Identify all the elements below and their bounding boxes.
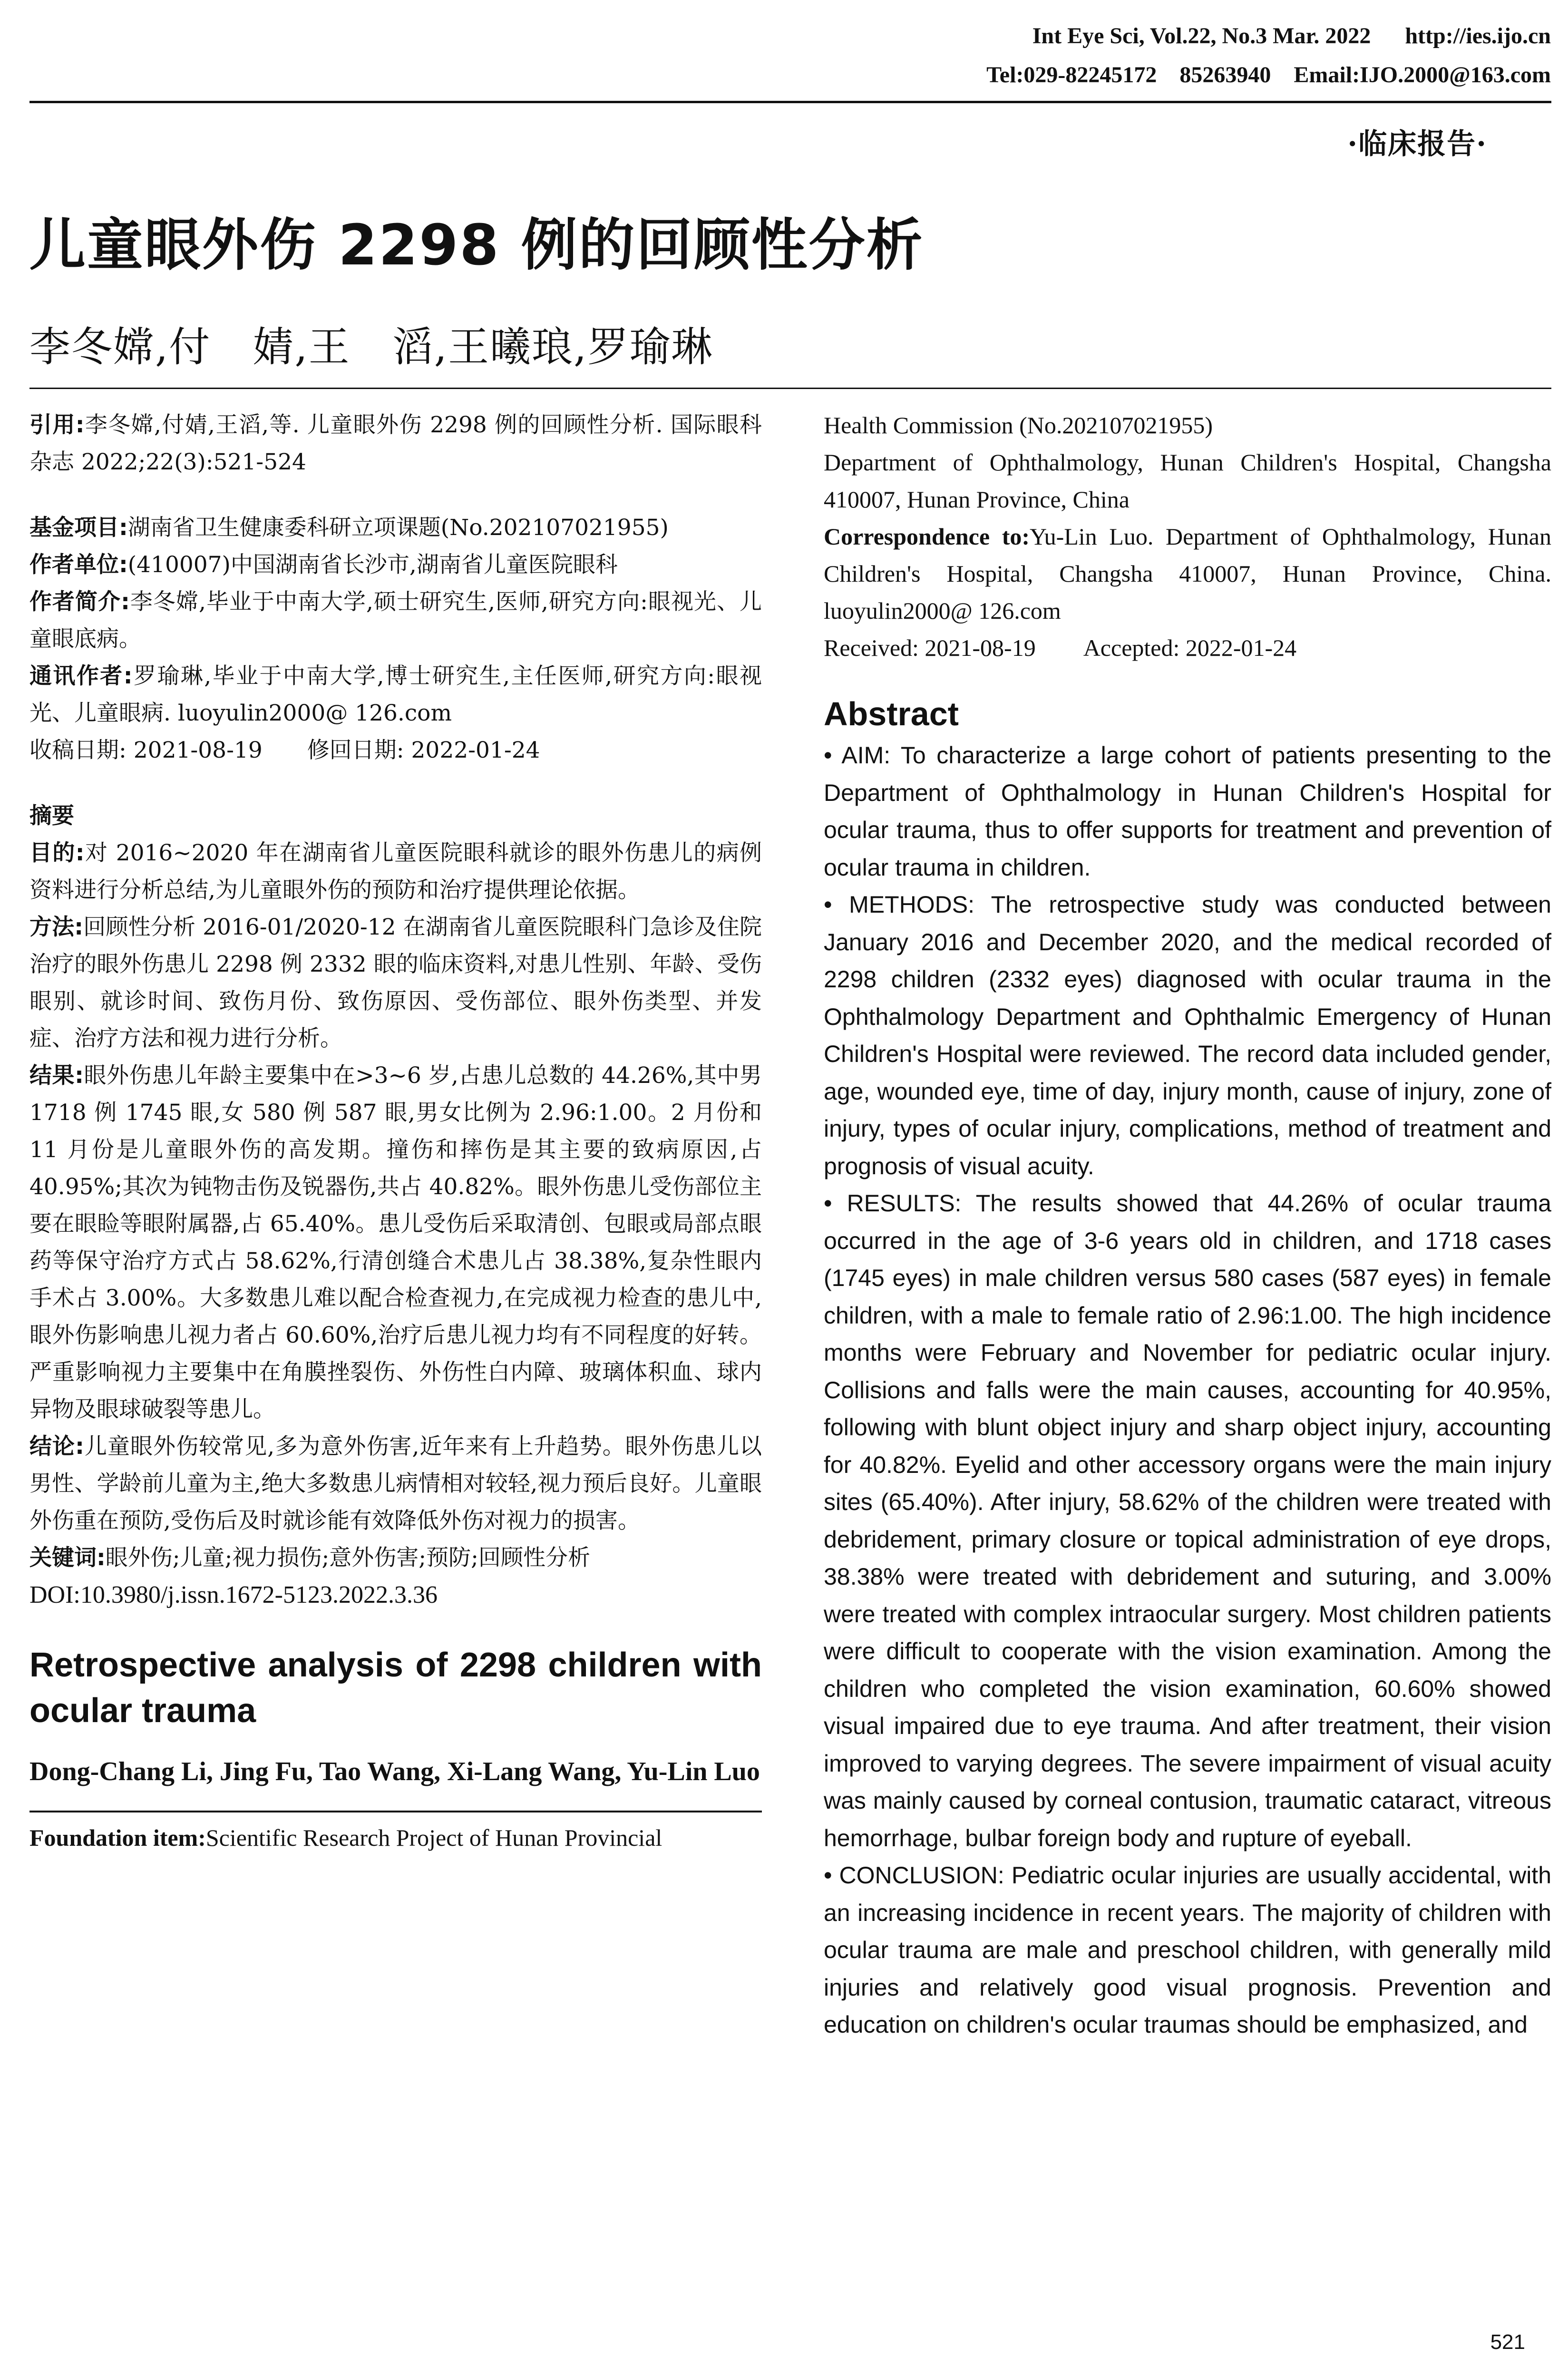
page-number: 521	[1490, 2330, 1525, 2354]
abstract-heading-en: Abstract	[824, 695, 959, 732]
author-bio	[29, 584, 762, 658]
bio-label: 作者简介:	[29, 589, 130, 615]
right-column	[824, 407, 1551, 2044]
section-tag: ·临床报告·	[1347, 127, 1487, 161]
citation-text: 李冬嫦,付婧,王滔,等. 儿童眼外伤 2298 例的回顾性分析. 国际眼科杂志 2022;22(3):521-524	[29, 412, 762, 475]
results-text: 眼外伤患儿年龄主要集中在>3~6 岁,占患儿总数的 44.26%,其中男 1718 例 1745 眼,女 580 例 587 眼,男女比例为 2.96:1.00。2 月份和 11 月份是儿童眼外伤的高发期。撞伤和摔伤是其主要的致病原因,占 40.95%;其次为钝物击伤及锐器伤,共占 40.82%。眼外伤患儿受伤部位主要在眼睑等眼附属器,占 65.40%。患儿受伤后采取清创、包眼或局部点眼药等保守治疗方式占 58.62%,行清创缝合术患儿占 38.38%,复杂性眼内手术占 3.00%。大多数患儿难以配合检查视力,在完成视力检查的患儿中,眼外伤影响患儿视力者占 60.60%,治疗后患儿视力均有不同程度的好转。严重影响视力主要集中在角膜挫裂伤、外伤性白内障、玻璃体积血、球内异物及眼球破裂等患儿。	[29, 1062, 762, 1422]
results-en: • RESULTS: The results showed that 44.26% of ocular trauma occurred in the age of 3-6 years old in children, and 1718 cases (1745 eyes) in male children versus 580 cases (587 eyes) in female children, with a male to female ratio of 2.96:1.00. The high incidence months were February and November for pediatric ocular injury. Collisions and falls were the main causes, accounting for 40.95%, following with blunt object injury and sharp object injury, accounting for 40.82%. Eyelid and other accessory organs were the main injury sites (65.40%). After injury, 58.62% of the children were treated with debridement, primary closure or topical administration of eye drops, 38.38% were treated with debridement and suturing, and 3.00% were treated with complex intraocular surgery. Most children patients were difficult to cooperate with the vision examination. Among the children who completed the vision examination, 60.60% showed visual impaired due to eye trauma. And after treatment, their vision improved to varying degrees. The severe impairment of visual acuity was mainly caused by corneal contusion, traumatic cataract, vitreous hemorrhage, bulbar foreign body and rupture of eyeball.	[824, 1190, 1551, 1851]
correspondence-label: Correspondence to:	[824, 523, 1030, 550]
received-accepted: Received: 2021-08-19 Accepted: 2022-01-24	[824, 634, 1297, 661]
foundation-continued: Health Commission (No.202107021955)	[824, 412, 1213, 438]
foundation-text: Scientific Research Project of Hunan Provincial	[205, 1824, 662, 1851]
results-label: 结果:	[29, 1062, 84, 1089]
fund	[29, 509, 762, 546]
header-rule	[29, 101, 1551, 103]
english-title: Retrospective analysis of 2298 children with ocular trauma	[29, 1646, 762, 1730]
article-title: 儿童眼外伤 2298 例的回顾性分析	[29, 212, 924, 278]
abstract-body-en	[824, 737, 1551, 2044]
keywords-cn	[29, 1539, 762, 1577]
methods-cn	[29, 909, 762, 1057]
foundation-label: Foundation item:	[29, 1824, 206, 1851]
journal-header-line2: Tel:029-82245172 85263940 Email:IJO.2000@163.com	[986, 62, 1551, 88]
corresponding-author	[29, 658, 762, 732]
conclusion-label: 结论:	[29, 1433, 84, 1460]
keywords-text: 眼外伤;儿童;视力损伤;意外伤害;预防;回顾性分析	[105, 1545, 590, 1571]
aim-en: • AIM: To characterize a large cohort of patients presenting to the Department of Ophthalmology in Hunan Children's Hospital for ocular trauma, thus to offer supports for treatment and prevention of ocular trauma in children.	[824, 742, 1551, 881]
conclusion-cn	[29, 1428, 762, 1539]
citation-label: 引用:	[29, 412, 85, 438]
foundation-item	[29, 1819, 762, 1856]
corr-label: 通讯作者:	[29, 663, 133, 689]
doi: DOI:10.3980/j.issn.1672-5123.2022.3.36	[29, 1581, 438, 1608]
conclusion-en: • CONCLUSION: Pediatric ocular injuries are usually accidental, with an increasing incidence in recent years. The majority of children with ocular trauma are male and preschool children, with generally mild injuries and relatively good visual prognosis. Prevention and education on children's ocular traumas should be emphasized, and	[824, 1862, 1551, 2038]
aim-label: 目的:	[29, 840, 85, 866]
unit-label: 作者单位:	[29, 552, 128, 578]
fund-label: 基金项目:	[29, 515, 128, 541]
methods-label: 方法:	[29, 914, 84, 940]
english-authors: Dong-Chang Li, Jing Fu, Tao Wang, Xi-Lang Wang, Yu-Lin Luo	[29, 1757, 760, 1786]
journal-header-line1: Int Eye Sci, Vol.22, No.3 Mar. 2022 http://ies.ijo.cn	[1032, 23, 1551, 49]
abstract-heading-cn: 摘要	[29, 803, 74, 829]
dates: 收稿日期: 2021-08-19 修回日期: 2022-01-24	[29, 737, 540, 763]
results-cn	[29, 1057, 762, 1428]
corr-text: 罗瑜琳,毕业于中南大学,博士研究生,主任医师,研究方向:眼视光、儿童眼病. luoyulin2000@ 126.com	[29, 663, 762, 726]
unit	[29, 546, 762, 584]
methods-text: 回顾性分析 2016-01/2020-12 在湖南省儿童医院眼科门急诊及住院治疗的眼外伤患儿 2298 例 2332 眼的临床资料,对患儿性别、年龄、受伤眼别、就诊时间、致伤月份、致伤原因、受伤部位、眼外伤类型、并发症、治疗方法和视力进行分析。	[29, 914, 762, 1052]
aim-text: 对 2016~2020 年在湖南省儿童医院眼科就诊的眼外伤患儿的病例资料进行分析总结,为儿童眼外伤的预防和治疗提供理论依据。	[29, 840, 762, 903]
fund-text: 湖南省卫生健康委科研立项课题(No.202107021955)	[127, 515, 669, 541]
authors-rule	[29, 388, 1551, 389]
bio-text: 李冬嫦,毕业于中南大学,硕士研究生,医师,研究方向:眼视光、儿童眼底病。	[29, 589, 762, 652]
department: Department of Ophthalmology, Hunan Children's Hospital, Changsha 410007, Hunan Province, China	[824, 449, 1551, 513]
keywords-label: 关键词:	[29, 1545, 106, 1571]
unit-text: (410007)中国湖南省长沙市,湖南省儿童医院眼科	[127, 552, 618, 578]
left-column	[29, 407, 762, 1856]
correspondence-text: Yu-Lin Luo. Department of Ophthalmology, Hunan Children's Hospital, Changsha 410007, Hunan Province, China. luoyulin2000@ 126.com	[824, 523, 1551, 624]
aim-cn	[29, 835, 762, 909]
conclusion-text: 儿童眼外伤较常见,多为意外伤害,近年来有上升趋势。眼外伤患儿以男性、学龄前儿童为主,绝大多数患儿病情相对较轻,视力预后良好。儿童眼外伤重在预防,受伤后及时就诊能有效降低外伤对视力的损害。	[29, 1433, 762, 1534]
citation	[29, 407, 762, 481]
article-authors: 李冬嫦,付 婧,王 滔,王曦琅,罗瑜琳	[29, 323, 713, 371]
correspondence	[824, 518, 1551, 629]
methods-en: • METHODS: The retrospective study was conducted between January 2016 and December 2020, and the medical recorded of 2298 children (2332 eyes) diagnosed with ocular trauma in the Ophthalmology Department and Ophthalmic Emergency of Hunan Children's Hospital were reviewed. The record data included gender, age, wounded eye, time of day, injury month, cause of injury, zone of injury, types of ocular injury, complications, method of treatment and prognosis of visual acuity.	[824, 891, 1551, 1179]
